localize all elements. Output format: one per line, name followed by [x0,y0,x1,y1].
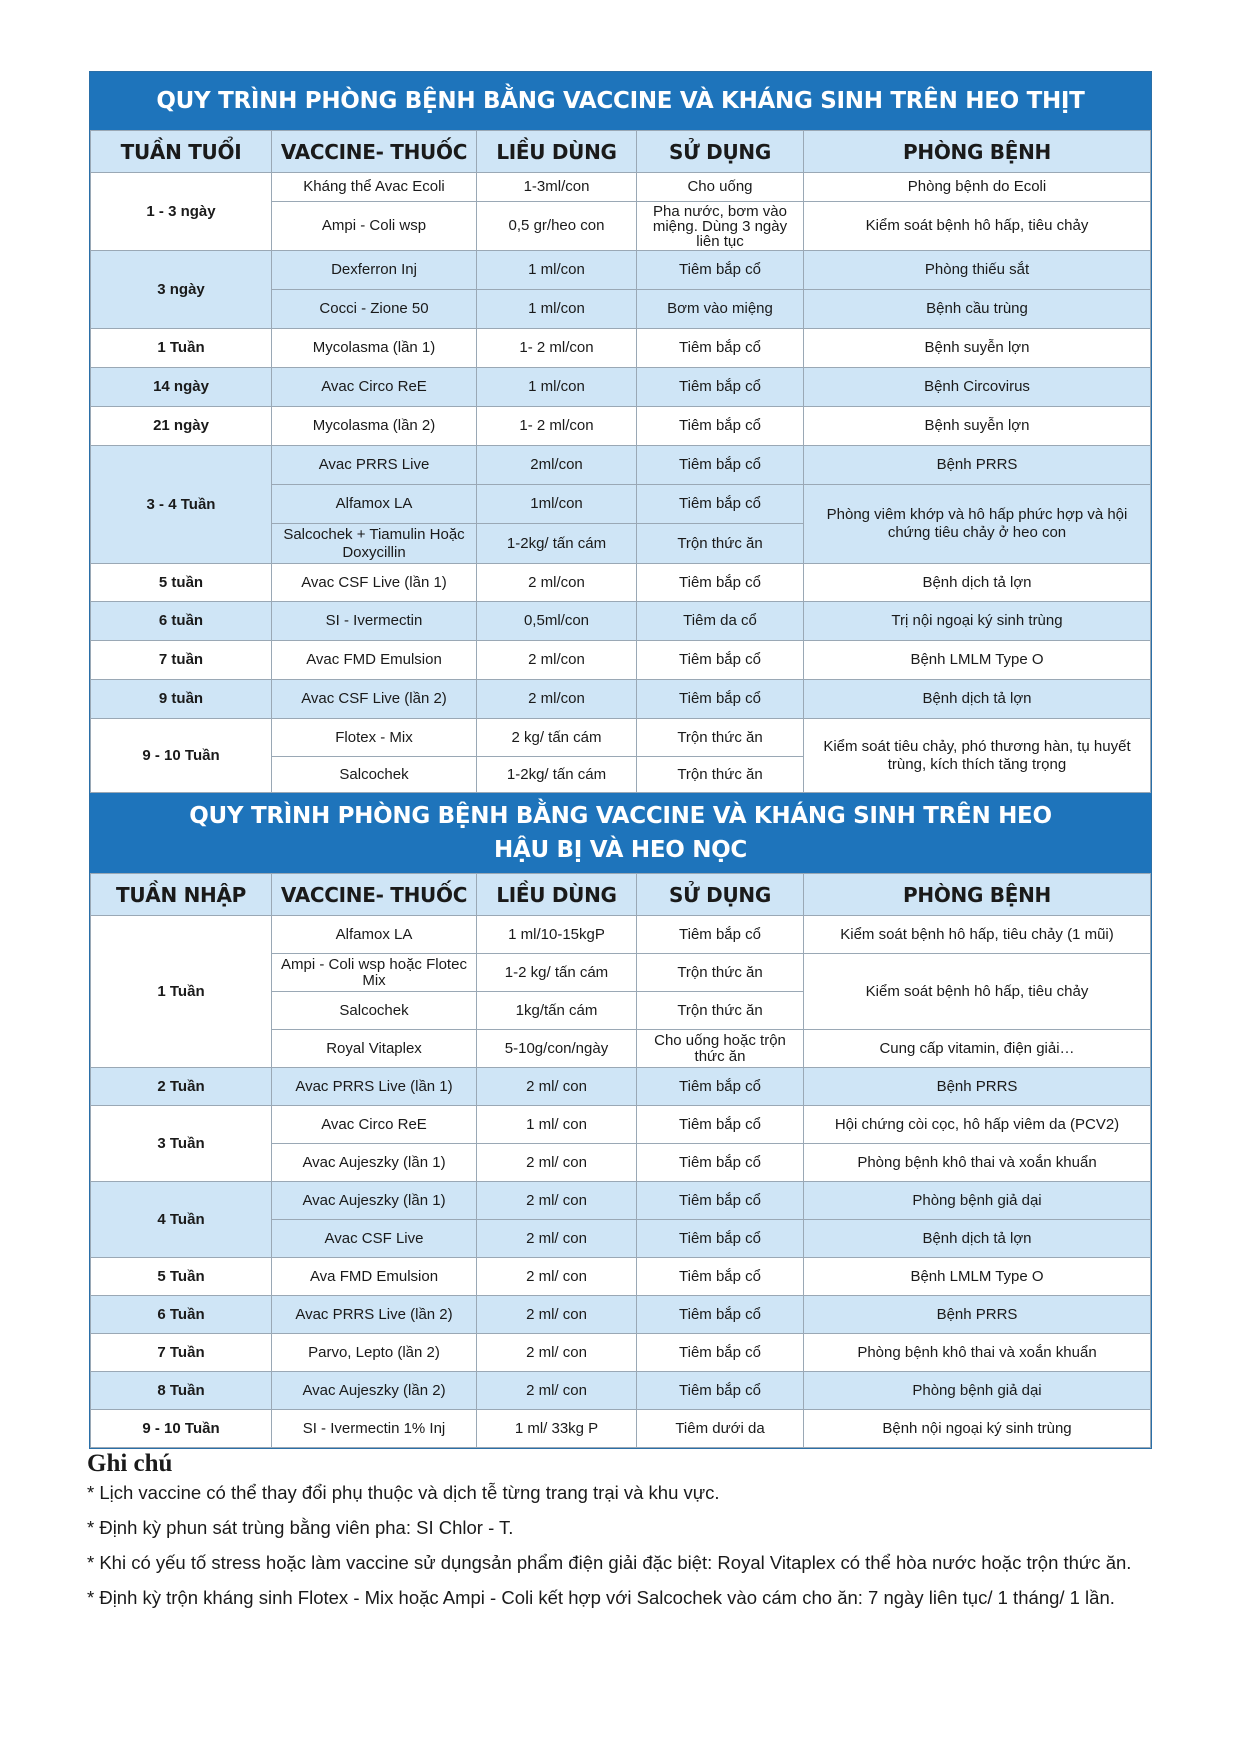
disease-cell: Bệnh LMLM Type O [804,641,1151,680]
column-header-usage: SỬ DỤNG [637,131,804,173]
disease-cell: Kiểm soát bệnh hô hấp, tiêu chảy [804,954,1151,1030]
vaccine-cell: Avac CSF Live [272,1220,477,1258]
dose-cell: 2 ml/ con [477,1296,637,1334]
usage-cell: Tiêm bắp cổ [637,564,804,602]
table-row [91,1068,1151,1106]
usage-cell: Tiêm bắp cổ [637,641,804,680]
disease-cell: Cung cấp vitamin, điện giải… [804,1030,1151,1068]
disease-cell: Phòng bệnh giả dại [804,1372,1151,1410]
table-row [91,1296,1151,1334]
vaccine-cell: Parvo, Lepto (lần 2) [272,1334,477,1372]
table-row [91,368,1151,407]
age-cell: 3 - 4 Tuần [91,446,272,564]
usage-cell: Tiêm bắp cổ [637,251,804,290]
vaccine-cell: Flotex - Mix [272,719,477,757]
disease-cell: Phòng bệnh khô thai và xoắn khuẩn [804,1334,1151,1372]
age-cell: 8 Tuần [91,1372,272,1410]
column-header-vaccine: VACCINE- THUỐC [272,131,477,173]
disease-cell: Bệnh suyễn lợn [804,329,1151,368]
column-header-age: TUẦN NHẬP [91,874,272,916]
disease-cell: Bệnh nội ngoại ký sinh trùng [804,1410,1151,1448]
table-row [91,1372,1151,1410]
table2-title-line2: HẬU BỊ VÀ HEO NỌC [494,837,747,863]
vaccine-cell: Avac PRRS Live (lần 1) [272,1068,477,1106]
dose-cell: 2 ml/con [477,564,637,602]
table-row [91,1182,1151,1220]
dose-cell: 2 ml/ con [477,1182,637,1220]
usage-cell: Tiêm bắp cổ [637,1258,804,1296]
table-row [91,916,1151,954]
dose-cell: 2ml/con [477,446,637,485]
usage-cell: Pha nước, bơm vào miệng. Dùng 3 ngày liên tục [637,202,804,251]
table2-title [90,793,1151,873]
dose-cell: 1ml/con [477,485,637,524]
age-cell: 1 - 3 ngày [91,173,272,251]
age-cell: 9 - 10 Tuần [91,1410,272,1448]
vaccine-cell: SI - Ivermectin 1% Inj [272,1410,477,1448]
vaccine-cell: Kháng thể Avac Ecoli [272,173,477,202]
usage-cell: Tiêm bắp cổ [637,1068,804,1106]
disease-cell: Hội chứng còi cọc, hô hấp viêm da (PCV2) [804,1106,1151,1144]
usage-cell: Tiêm bắp cổ [637,1372,804,1410]
vaccine-cell: Avac Aujeszky (lần 1) [272,1144,477,1182]
note-item: * Định kỳ trộn kháng sinh Flotex - Mix hoặc Ampi - Coli kết hợp với Salcochek vào cám cho ăn: 7 ngày liên tục/ 1 tháng/ 1 lần. [87,1587,1115,1608]
disease-cell: Bệnh dịch tả lợn [804,564,1151,602]
column-header-usage: SỬ DỤNG [637,874,804,916]
column-header-dose: LIỀU DÙNG [477,131,637,173]
vaccine-cell: Avac CSF Live (lần 2) [272,680,477,719]
table-row [91,173,1151,202]
disease-cell: Kiểm soát bệnh hô hấp, tiêu chảy [804,202,1151,251]
table-row [91,719,1151,757]
dose-cell: 2 ml/ con [477,1144,637,1182]
dose-cell: 1-2kg/ tấn cám [477,757,637,793]
dose-cell: 2 ml/con [477,641,637,680]
usage-cell: Trộn thức ăn [637,992,804,1030]
disease-cell: Bệnh dịch tả lợn [804,680,1151,719]
column-header-disease: PHÒNG BỆNH [804,874,1151,916]
vaccine-cell: Ampi - Coli wsp [272,202,477,251]
vaccine-cell: Ava FMD Emulsion [272,1258,477,1296]
usage-cell: Tiêm bắp cổ [637,485,804,524]
vaccine-cell: Salcochek [272,757,477,793]
usage-cell: Tiêm bắp cổ [637,329,804,368]
table-row [91,1106,1151,1144]
dose-cell: 1 ml/10-15kgP [477,916,637,954]
age-cell: 3 Tuần [91,1106,272,1182]
usage-cell: Tiêm bắp cổ [637,1220,804,1258]
vaccine-cell: Alfamox LA [272,916,477,954]
age-cell: 9 - 10 Tuần [91,719,272,793]
usage-cell: Tiêm bắp cổ [637,407,804,446]
vaccine-cell: Salcochek [272,992,477,1030]
disease-cell: Bệnh PRRS [804,1296,1151,1334]
usage-cell: Tiêm da cổ [637,602,804,641]
table-row [91,680,1151,719]
dose-cell: 1 ml/con [477,251,637,290]
dose-cell: 5-10g/con/ngày [477,1030,637,1068]
dose-cell: 1-2kg/ tấn cám [477,524,637,564]
age-cell: 6 tuần [91,602,272,641]
table1-title: QUY TRÌNH PHÒNG BỆNH BẰNG VACCINE VÀ KHÁNG SINH TRÊN HEO THỊT [90,72,1151,130]
disease-cell: Bệnh PRRS [804,1068,1151,1106]
vaccine-cell: Dexferron Inj [272,251,477,290]
table-row [91,641,1151,680]
disease-cell: Bệnh suyễn lợn [804,407,1151,446]
dose-cell: 1 ml/ con [477,1106,637,1144]
dose-cell: 1 ml/con [477,290,637,329]
schedule-frame [89,71,1152,1449]
vaccine-cell: Cocci - Zione 50 [272,290,477,329]
column-header-age: TUẦN TUỔI [91,131,272,173]
usage-cell: Tiêm bắp cổ [637,368,804,407]
usage-cell: Tiêm bắp cổ [637,1296,804,1334]
note-item: * Lịch vaccine có thể thay đổi phụ thuộc và dịch tễ từng trang trại và khu vực. [87,1482,720,1503]
usage-cell: Tiêm bắp cổ [637,446,804,485]
table-row [91,251,1151,290]
table2-title-line1: QUY TRÌNH PHÒNG BỆNH BẰNG VACCINE VÀ KHÁNG SINH TRÊN HEO [189,803,1052,829]
age-cell: 6 Tuần [91,1296,272,1334]
table-row [91,407,1151,446]
vaccine-cell: Mycolasma (lần 2) [272,407,477,446]
usage-cell: Trộn thức ăn [637,757,804,793]
disease-cell: Kiểm soát tiêu chảy, phó thương hàn, tụ huyết trùng, kích thích tăng trọng [804,719,1151,793]
notes-section [87,1450,1207,1622]
gilt-boar-schedule-table [90,873,1151,1448]
dose-cell: 2 ml/con [477,680,637,719]
disease-cell: Phòng bệnh khô thai và xoắn khuẩn [804,1144,1151,1182]
vaccine-cell: SI - Ivermectin [272,602,477,641]
dose-cell: 0,5ml/con [477,602,637,641]
usage-cell: Trộn thức ăn [637,719,804,757]
dose-cell: 2 ml/ con [477,1258,637,1296]
age-cell: 21 ngày [91,407,272,446]
disease-cell: Bệnh dịch tả lợn [804,1220,1151,1258]
table-row [91,1258,1151,1296]
dose-cell: 1- 2 ml/con [477,329,637,368]
age-cell: 1 Tuần [91,916,272,1068]
disease-cell: Bệnh cầu trùng [804,290,1151,329]
dose-cell: 1- 2 ml/con [477,407,637,446]
disease-cell: Kiểm soát bệnh hô hấp, tiêu chảy (1 mũi) [804,916,1151,954]
usage-cell: Tiêm bắp cổ [637,1182,804,1220]
age-cell: 7 tuần [91,641,272,680]
disease-cell: Phòng bệnh giả dại [804,1182,1151,1220]
table-row [91,564,1151,602]
column-header-dose: LIỀU DÙNG [477,874,637,916]
dose-cell: 1kg/tấn cám [477,992,637,1030]
age-cell: 14 ngày [91,368,272,407]
dose-cell: 2 ml/ con [477,1220,637,1258]
vaccine-cell: Avac FMD Emulsion [272,641,477,680]
dose-cell: 1-2 kg/ tấn cám [477,954,637,992]
table-row [91,1410,1151,1448]
usage-cell: Cho uống [637,173,804,202]
vaccine-cell: Avac PRRS Live (lần 2) [272,1296,477,1334]
disease-cell: Trị nội ngoại ký sinh trùng [804,602,1151,641]
usage-cell: Bơm vào miệng [637,290,804,329]
age-cell: 4 Tuần [91,1182,272,1258]
dose-cell: 2 ml/ con [477,1334,637,1372]
column-header-vaccine: VACCINE- THUỐC [272,874,477,916]
vaccine-cell: Avac Aujeszky (lần 1) [272,1182,477,1220]
vaccine-cell: Royal Vitaplex [272,1030,477,1068]
age-cell: 7 Tuần [91,1334,272,1372]
disease-cell: Phòng bệnh do Ecoli [804,173,1151,202]
disease-cell: Bệnh PRRS [804,446,1151,485]
usage-cell: Tiêm bắp cổ [637,1334,804,1372]
usage-cell: Trộn thức ăn [637,954,804,992]
vaccine-cell: Avac Circo ReE [272,368,477,407]
table-row [91,446,1151,485]
dose-cell: 2 kg/ tấn cám [477,719,637,757]
usage-cell: Cho uống hoặc trộn thức ăn [637,1030,804,1068]
dose-cell: 0,5 gr/heo con [477,202,637,251]
vaccine-cell: Mycolasma (lần 1) [272,329,477,368]
disease-cell: Bệnh Circovirus [804,368,1151,407]
column-header-disease: PHÒNG BỆNH [804,131,1151,173]
disease-cell: Bệnh LMLM Type O [804,1258,1151,1296]
usage-cell: Trộn thức ăn [637,524,804,564]
vaccine-cell: Avac Aujeszky (lần 2) [272,1372,477,1410]
finisher-pig-schedule-table [90,130,1151,793]
usage-cell: Tiêm dưới da [637,1410,804,1448]
vaccine-cell: Avac PRRS Live [272,446,477,485]
age-cell: 2 Tuần [91,1068,272,1106]
note-item: * Khi có yếu tố stress hoặc làm vaccine sử dụngsản phẩm điện giải đặc biệt: Royal Vitaplex có thể hòa nước hoặc trộn thức ăn. [87,1552,1132,1573]
dose-cell: 2 ml/ con [477,1372,637,1410]
usage-cell: Tiêm bắp cổ [637,1144,804,1182]
age-cell: 1 Tuần [91,329,272,368]
age-cell: 3 ngày [91,251,272,329]
usage-cell: Tiêm bắp cổ [637,916,804,954]
vaccine-cell: Alfamox LA [272,485,477,524]
vaccine-cell: Avac Circo ReE [272,1106,477,1144]
dose-cell: 1 ml/con [477,368,637,407]
note-item: * Định kỳ phun sát trùng bằng viên pha: SI Chlor - T. [87,1517,514,1538]
dose-cell: 1 ml/ 33kg P [477,1410,637,1448]
table-row [91,602,1151,641]
disease-cell: Phòng viêm khớp và hô hấp phức hợp và hội chứng tiêu chảy ở heo con [804,485,1151,564]
age-cell: 9 tuần [91,680,272,719]
table-row [91,1334,1151,1372]
age-cell: 5 Tuần [91,1258,272,1296]
vaccine-cell: Ampi - Coli wsp hoặc Flotec Mix [272,954,477,992]
vaccine-cell: Avac CSF Live (lần 1) [272,564,477,602]
notes-heading: Ghi chú [87,1450,173,1477]
usage-cell: Tiêm bắp cổ [637,1106,804,1144]
table-header-row [91,131,1151,173]
dose-cell: 1-3ml/con [477,173,637,202]
disease-cell: Phòng thiếu sắt [804,251,1151,290]
vaccine-cell: Salcochek + Tiamulin Hoặc Doxycillin [272,524,477,564]
usage-cell: Tiêm bắp cổ [637,680,804,719]
age-cell: 5 tuần [91,564,272,602]
dose-cell: 2 ml/ con [477,1068,637,1106]
table-row [91,329,1151,368]
table-header-row [91,874,1151,916]
